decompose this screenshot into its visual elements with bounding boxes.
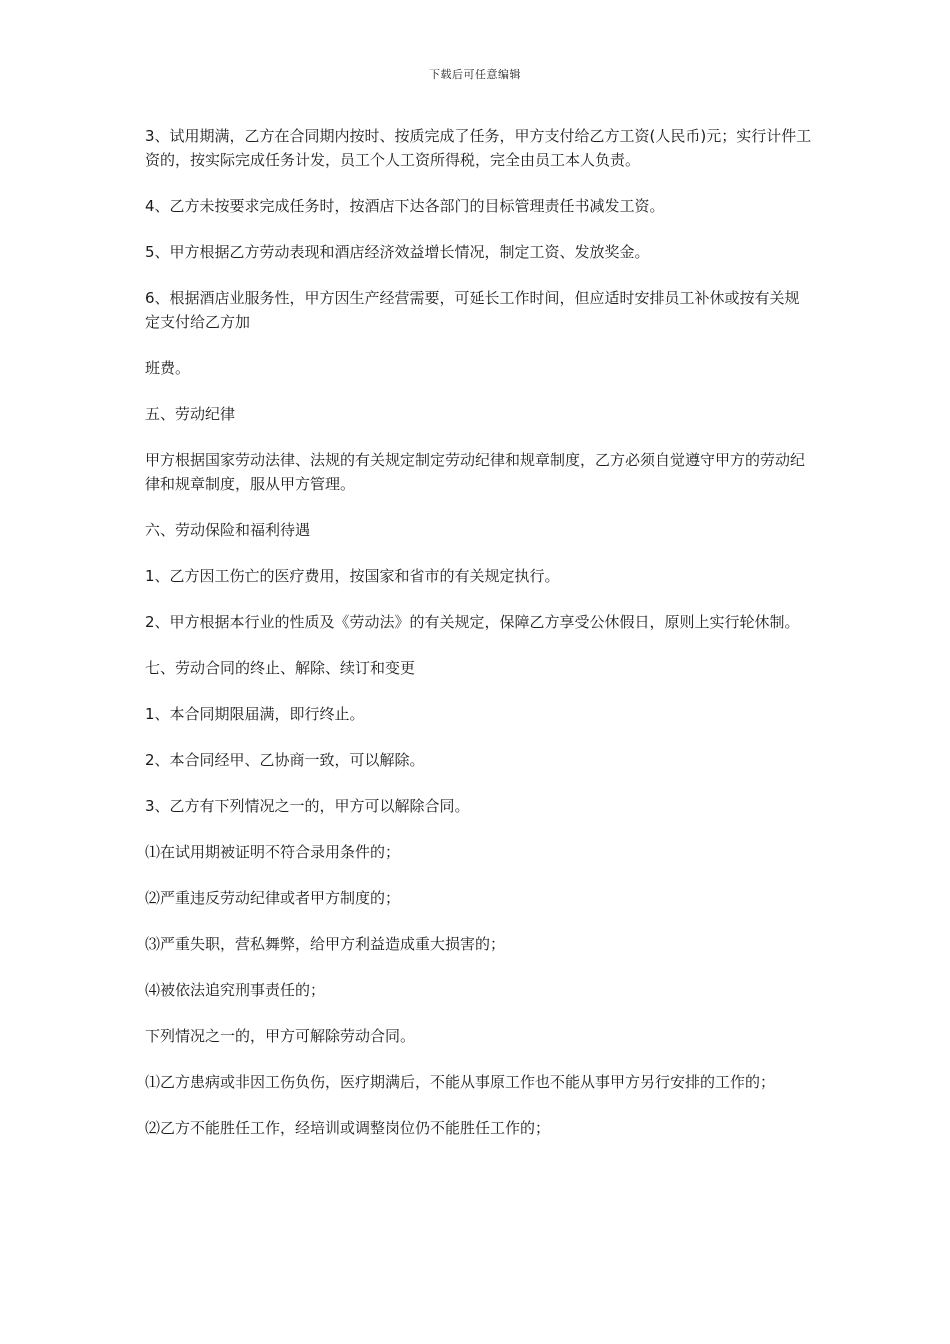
paragraph-item-6-overtime: 6、根据酒店业服务性，甲方因生产经营需要，可延长工作时间，但应适时安排员工补休或按有关规定支付给乙方加 [145, 289, 800, 331]
paragraph-item-3-salary: 3、试用期满，乙方在合同期内按时、按质完成了任务，甲方支付给乙方工资(人民币)元；实行计件工资的，按实际完成任务计发，员工个人工资所得税，完全由员工本人负责。 [145, 127, 812, 169]
paragraph-item-1-expiry: 1、本合同期限届满，即行终止。 [145, 705, 365, 723]
paragraph-item-3-conditions: 3、乙方有下列情况之一的，甲方可以解除合同。 [145, 797, 470, 815]
paragraph-item-2-mutual: 2、本合同经甲、乙协商一致，可以解除。 [145, 751, 425, 769]
list-item-discipline-violation: ⑵严重违反劳动纪律或者甲方制度的； [145, 889, 401, 907]
paragraph-item-4-deduction: 4、乙方未按要求完成任务时，按酒店下达各部门的目标管理责任书减发工资。 [145, 197, 665, 215]
list-item-probation: ⑴在试用期被证明不符合录用条件的； [145, 843, 401, 861]
paragraph-labor-discipline: 甲方根据国家劳动法律、法规的有关规定制定劳动纪律和规章制度，乙方必须自觉遵守甲方的劳动纪律和规章制度，服从甲方管理。 [145, 451, 806, 493]
document-body [145, 120, 813, 1140]
paragraph-item-1-medical: 1、乙方因工伤亡的医疗费用，按国家和省市的有关规定执行。 [145, 567, 560, 585]
list-item-dereliction: ⑶严重失职，营私舞弊，给甲方利益造成重大损害的； [145, 935, 506, 953]
section-heading-contract-termination: 七、劳动合同的终止、解除、续订和变更 [145, 659, 416, 677]
list-item-illness: ⑴乙方患病或非因工伤负伤，医疗期满后，不能从事原工作也不能从事甲方另行安排的工作的； [145, 1073, 776, 1091]
section-heading-labor-discipline: 五、劳动纪律 [145, 405, 236, 423]
section-heading-insurance-welfare: 六、劳动保险和福利待遇 [145, 521, 311, 539]
list-item-criminal: ⑷被依法追究刑事责任的； [145, 981, 326, 999]
paragraph-termination-conditions: 下列情况之一的，甲方可解除劳动合同。 [145, 1027, 416, 1045]
page-header: 下载后可任意编辑 [429, 68, 521, 81]
paragraph-item-2-holidays: 2、甲方根据本行业的性质及《劳动法》的有关规定，保障乙方享受公休假日，原则上实行轮休制。 [145, 613, 800, 631]
paragraph-item-5-bonus: 5、甲方根据乙方劳动表现和酒店经济效益增长情况，制定工资、发放奖金。 [145, 243, 650, 261]
list-item-incompetence: ⑵乙方不能胜任工作，经培训或调整岗位仍不能胜任工作的； [145, 1119, 551, 1137]
paragraph-overtime-continuation: 班费。 [145, 359, 191, 377]
